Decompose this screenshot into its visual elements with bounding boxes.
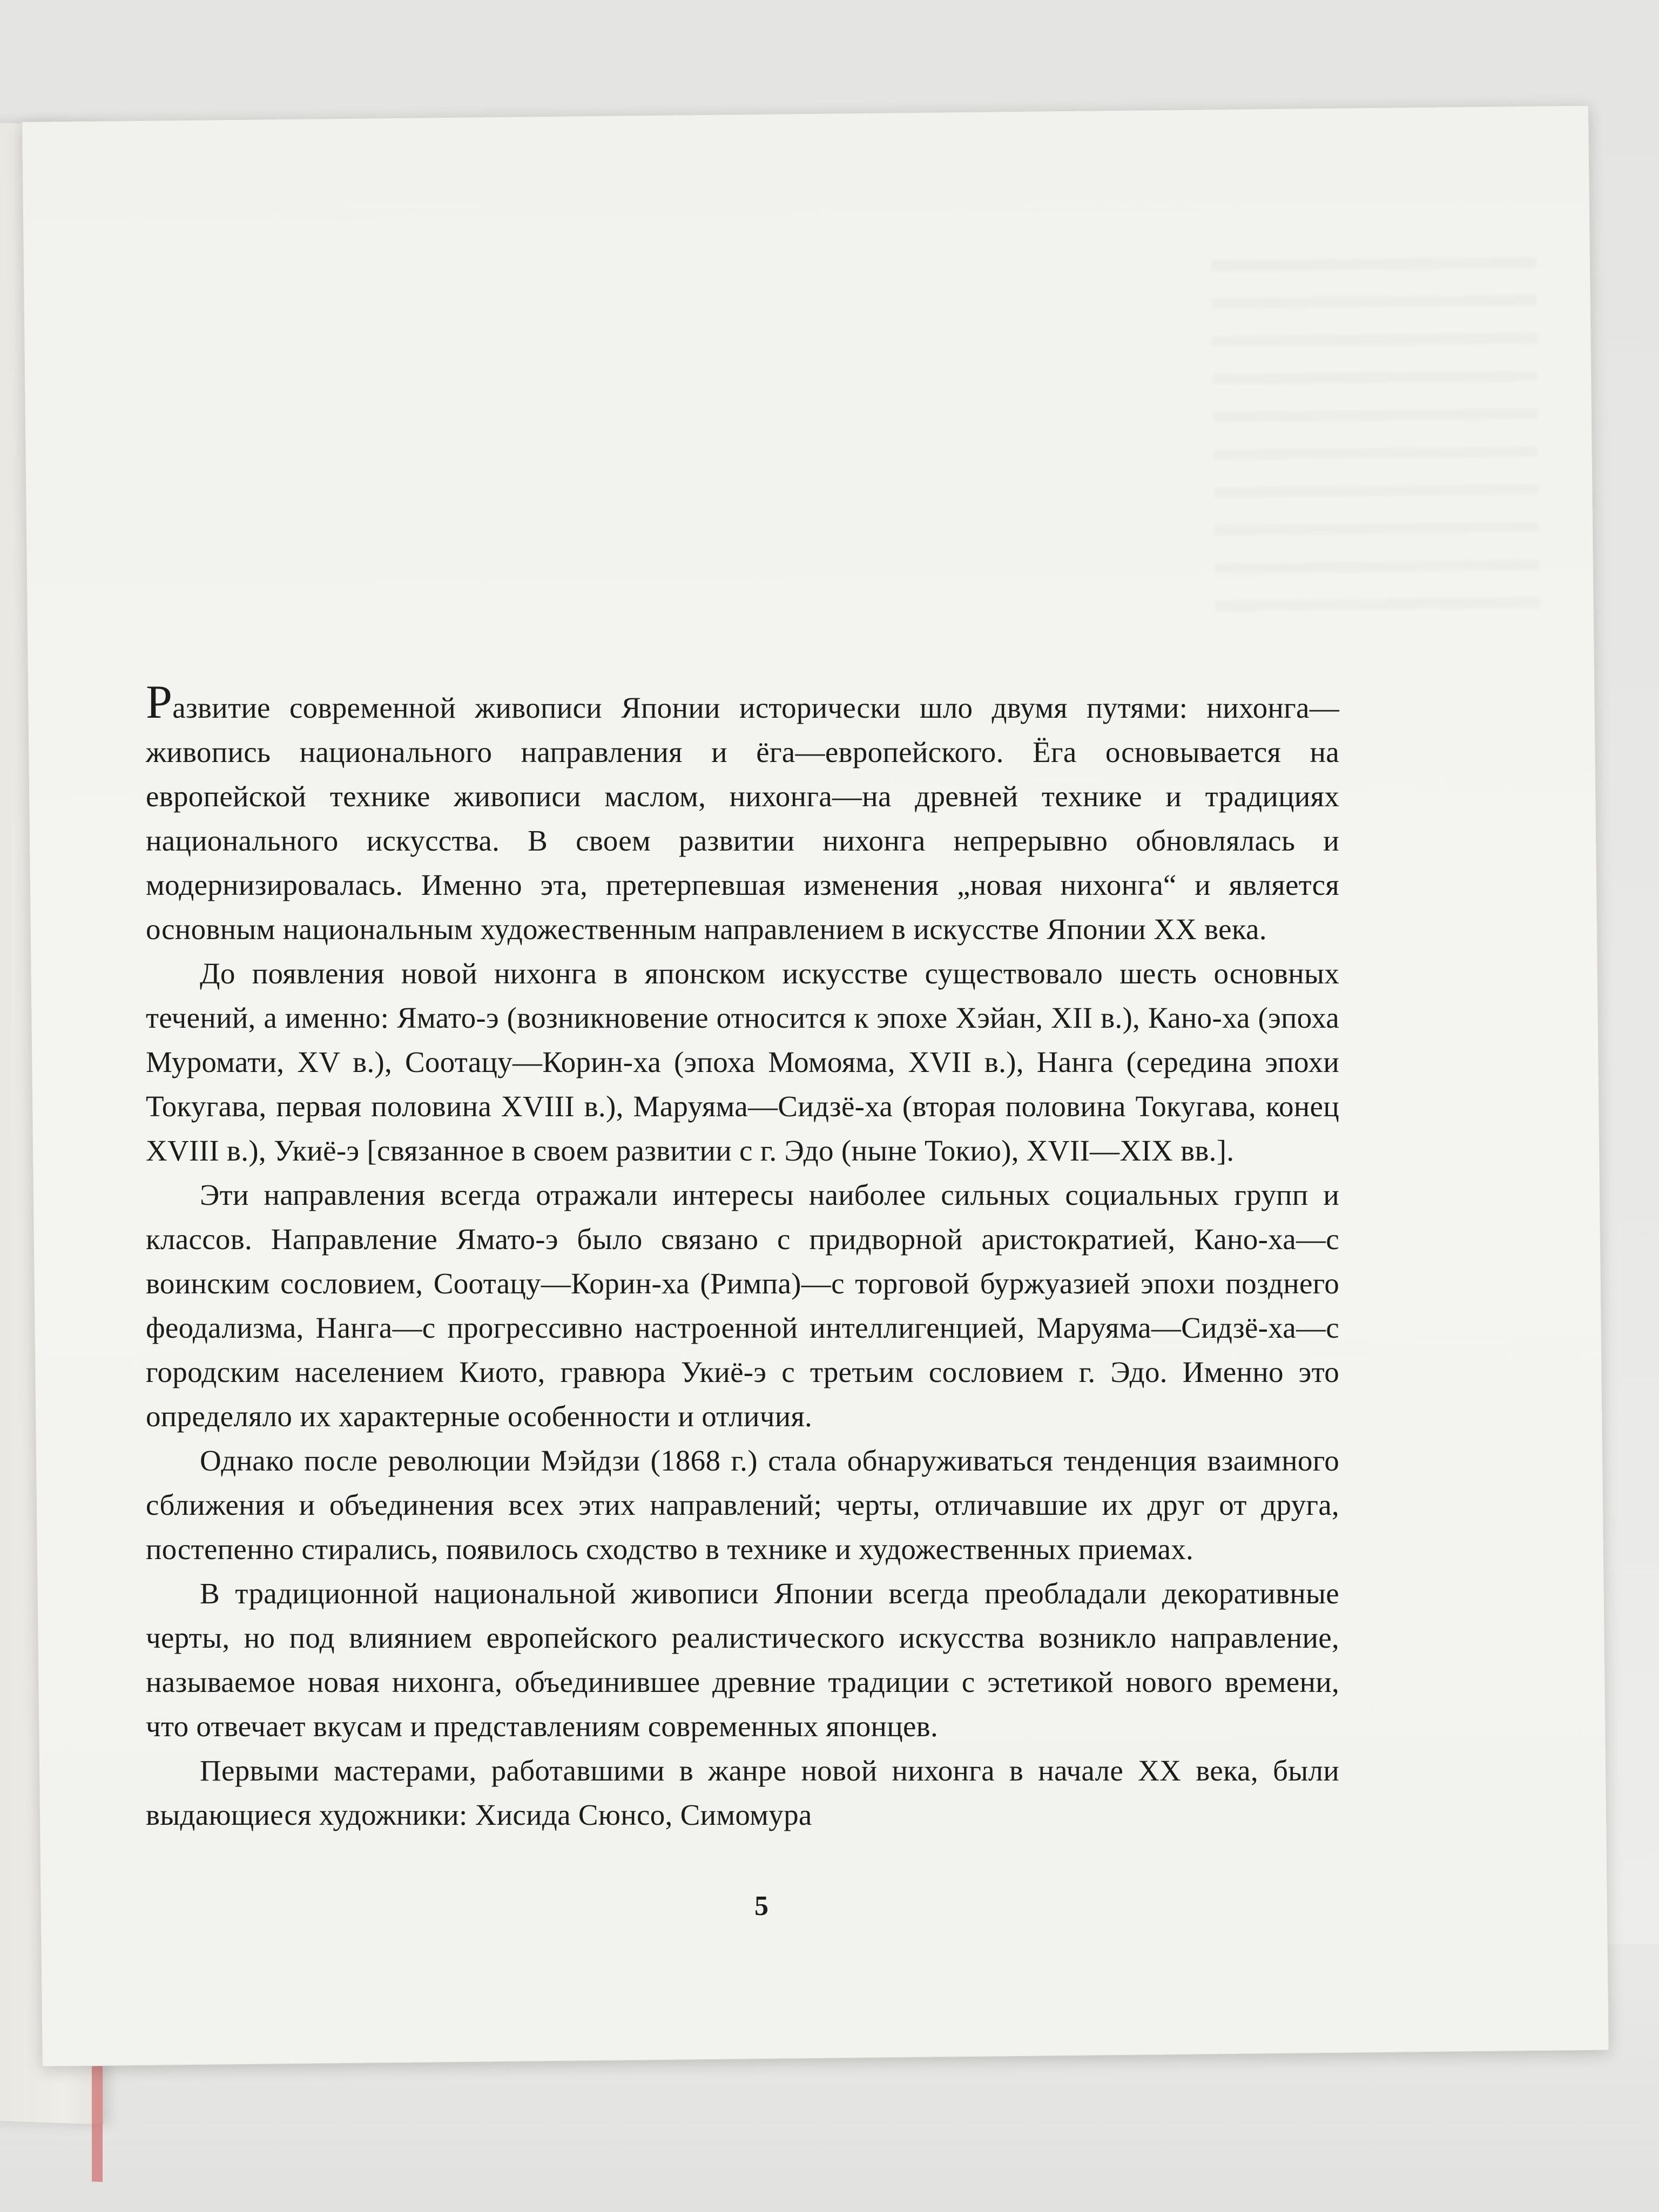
paragraph-6: Первыми мастерами, работавшими в жанре новой нихонга в начале XX века, были выдающиеся художники: Хисида Сюнсо, Симомура — [146, 1754, 1339, 1831]
paragraph-1 — [146, 676, 1339, 952]
reverse-side-show-through — [1212, 258, 1540, 639]
paragraph-5: В традиционной национальной живописи Японии всегда преобладали декоративные черты, но под влиянием европейского реалистического искусства возникло направление, называемое новая нихонга, объединившее древние традиции с эстетикой нового времени, что отвечает вкусам и представлениям современных японцев. — [146, 1577, 1339, 1743]
drop-cap: Р — [146, 676, 173, 729]
paragraph-3: Эти направления всегда отражали интересы наиболее сильных социальных групп и классов. Направление Ямато-э было связано с придворной аристократией, Кано-ха—с воинским сословием, Соотацу—Корин-ха (Римпа)—с торговой буржуазией эпохи позднего феодализма, Нанга—с прогрессивно настроенной интеллигенцией, Маруяма—Сидзё-ха—с городским населением Киото, гравюра Укиё-э с третьим сословием г. Эдо. Именно это определяло их характерные особенности и отличия. — [146, 1178, 1339, 1433]
body-text — [146, 676, 1339, 1837]
paragraph-2: До появления новой нихонга в японском искусстве существовало шесть основных течений, а именно: Ямато-э (возникновение относится к эпохе Хэйан, XII в.), Кано-ха (эпоха Муромати, XV в.), Соотацу—Корин-ха (эпоха Момояма, XVII в.), Нанга (середина эпохи Токугава, первая половина XVIII в.), Маруяма—Сидзё-ха (вторая половина Токугава, конец XVIII в.), Укиё-э [связанное в своем развитии с г. Эдо (ныне Токио), XVII—XIX вв.]. — [146, 957, 1339, 1167]
paragraph-1-text: азвитие современной живописи Японии исторически шло двумя путями: нихонга—живопись национального направления и ёга—европейского. Ёга основывается на европейской технике живописи маслом, нихонга—на древней технике и традициях национального искусства. В своем развитии нихонга непрерывно обновлялась и модернизировалась. Именно эта, претерпевшая изменения „новая нихонга“ и является основным национальным художественным направлением в искусстве Японии XX века. — [146, 691, 1339, 946]
paragraph-4: Однако после революции Мэйдзи (1868 г.) стала обнаруживаться тенденция взаимного сближения и объединения всех этих направлений; черты, отличавшие их друг от друга, постепенно стирались, появилось сходство в технике и художественных приемах. — [146, 1444, 1339, 1566]
page-number: 5 — [754, 1891, 768, 1921]
